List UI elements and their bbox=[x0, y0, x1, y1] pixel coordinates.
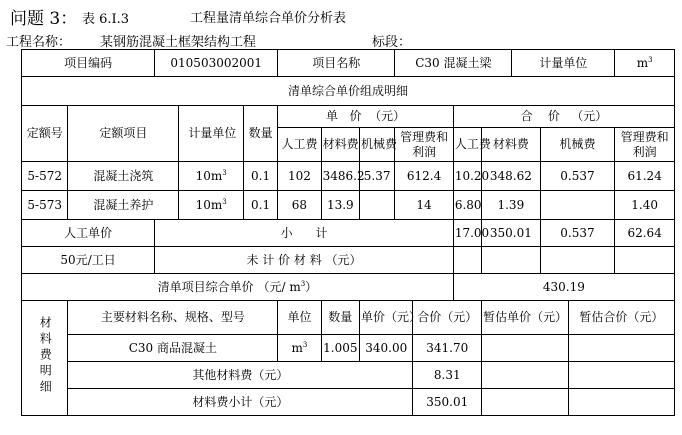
unit-price-analysis-table bbox=[21, 49, 675, 416]
up-machine bbox=[359, 191, 394, 220]
quota-qty: 0.1 bbox=[243, 162, 277, 191]
subtotal-est-total bbox=[568, 389, 674, 416]
unpriced-mgmt bbox=[615, 247, 675, 274]
up-mgmt: 14 bbox=[395, 191, 454, 220]
composite-price-value: 430.19 bbox=[453, 274, 674, 301]
unpriced-material bbox=[482, 247, 541, 274]
up-labor: 102 bbox=[278, 162, 321, 191]
subtotal-labor: 17.00 bbox=[453, 220, 481, 247]
up-mgmt: 612.4 bbox=[395, 162, 454, 191]
t-machine: 0.537 bbox=[540, 162, 615, 191]
material-unit: $m^3$ bbox=[278, 335, 321, 362]
col-quota-item: 定额项目 bbox=[68, 106, 179, 162]
measure-unit-label: 计量单位 bbox=[512, 50, 615, 77]
t-machine bbox=[540, 191, 615, 220]
subtotal-est-unit bbox=[482, 389, 569, 416]
material-name: C30 商品混凝土 bbox=[68, 335, 278, 362]
table-row bbox=[22, 191, 675, 220]
col-est-total-price: 暂估合价（元） bbox=[568, 301, 674, 335]
quota-item: 混凝土浇筑 bbox=[68, 162, 179, 191]
up-labor: 68 bbox=[278, 191, 321, 220]
col-up-labor: 人工费 bbox=[278, 128, 321, 162]
table-number: 表 6.Ⅰ.3 bbox=[82, 12, 130, 27]
section-label: 标段： bbox=[372, 35, 412, 50]
table-title: 工程量清单综合单价分析表 bbox=[190, 11, 347, 26]
col-t-machine: 机械费 bbox=[540, 128, 615, 162]
project-name-value: 某钢筋混凝土框架结构工程 bbox=[100, 35, 257, 50]
t-material: 1.39 bbox=[482, 191, 541, 220]
material-total: 341.70 bbox=[413, 335, 482, 362]
col-material-qty: 数量 bbox=[321, 301, 359, 335]
col-material-unit-price: 单价（元） bbox=[359, 301, 412, 335]
t-mgmt: 1.40 bbox=[615, 191, 675, 220]
up-machine: 5.37 bbox=[359, 162, 394, 191]
project-name-label-cell: 项目名称 bbox=[278, 50, 395, 77]
col-t-mgmt: 管理费和利润 bbox=[615, 128, 675, 162]
col-est-unit-price: 暂估单价（元） bbox=[482, 301, 569, 335]
col-t-labor: 人工费 bbox=[453, 128, 481, 162]
col-t-material: 材料费 bbox=[482, 128, 541, 162]
t-material: 348.62 bbox=[482, 162, 541, 191]
material-subtotal-value: 350.01 bbox=[413, 389, 482, 416]
question-label: 问题 3： bbox=[10, 9, 78, 29]
subtotal-mgmt: 62.64 bbox=[615, 220, 675, 247]
col-material-unit: 单位 bbox=[278, 301, 321, 335]
other-material-label: 其他材料费（元） bbox=[68, 362, 413, 389]
quota-unit: $10m^3$ bbox=[179, 162, 244, 191]
unpriced-material-label: 未 计 价 材 料 （元） bbox=[155, 247, 454, 274]
material-side-label: 材料费明细 bbox=[22, 301, 68, 416]
detail-section-title: 清单综合单价组成明细 bbox=[22, 77, 675, 106]
col-up-material: 材料费 bbox=[321, 128, 359, 162]
material-est-total bbox=[568, 335, 674, 362]
project-code-label: 项目编码 bbox=[22, 50, 155, 77]
col-up-mgmt: 管理费和利润 bbox=[395, 128, 454, 162]
project-code-value: 010503002001 bbox=[155, 50, 278, 77]
quota-unit: $10m^3$ bbox=[179, 191, 244, 220]
t-labor: 10.20 bbox=[453, 162, 481, 191]
unpriced-machine bbox=[540, 247, 615, 274]
table-row bbox=[22, 335, 675, 362]
material-unit-price: 340.00 bbox=[359, 335, 412, 362]
up-material: 13.9 bbox=[321, 191, 359, 220]
up-material: 3486.2 bbox=[321, 162, 359, 191]
col-measure-unit: 计量单位 bbox=[179, 106, 244, 162]
measure-unit-value: $m^3$ bbox=[615, 50, 675, 77]
t-mgmt: 61.24 bbox=[615, 162, 675, 191]
col-material-name: 主要材料名称、规格、型号 bbox=[68, 301, 278, 335]
quota-item: 混凝土养护 bbox=[68, 191, 179, 220]
composite-price-label: 清单项目综合单价 （元/ $m^3$） bbox=[22, 274, 454, 301]
col-quantity: 数量 bbox=[243, 106, 277, 162]
col-up-machine: 机械费 bbox=[359, 128, 394, 162]
quota-no: 5-572 bbox=[22, 162, 68, 191]
quota-qty: 0.1 bbox=[243, 191, 277, 220]
group-unit-price: 单 价 （元） bbox=[278, 106, 454, 128]
subtotal-material: 350.01 bbox=[482, 220, 541, 247]
labor-price-label: 人工单价 bbox=[22, 220, 155, 247]
group-total-price: 合 价 （元） bbox=[453, 106, 674, 128]
t-labor: 6.80 bbox=[453, 191, 481, 220]
unpriced-labor bbox=[453, 247, 481, 274]
col-material-total: 合价（元） bbox=[413, 301, 482, 335]
material-est-unit bbox=[482, 335, 569, 362]
project-name-label: 工程名称： bbox=[6, 35, 72, 50]
project-name-value-cell: C30 混凝土梁 bbox=[395, 50, 512, 77]
material-subtotal-label: 材料费小计（元） bbox=[68, 389, 413, 416]
col-quota-no: 定额号 bbox=[22, 106, 68, 162]
material-qty: 1.005 bbox=[321, 335, 359, 362]
labor-price-value: 50元/工日 bbox=[22, 247, 155, 274]
subtotal-label: 小 计 bbox=[155, 220, 454, 247]
quota-no: 5-573 bbox=[22, 191, 68, 220]
subtotal-machine: 0.537 bbox=[540, 220, 615, 247]
table-row bbox=[22, 162, 675, 191]
other-material-value: 8.31 bbox=[413, 362, 482, 389]
other-est-total bbox=[568, 362, 674, 389]
other-est-unit bbox=[482, 362, 569, 389]
